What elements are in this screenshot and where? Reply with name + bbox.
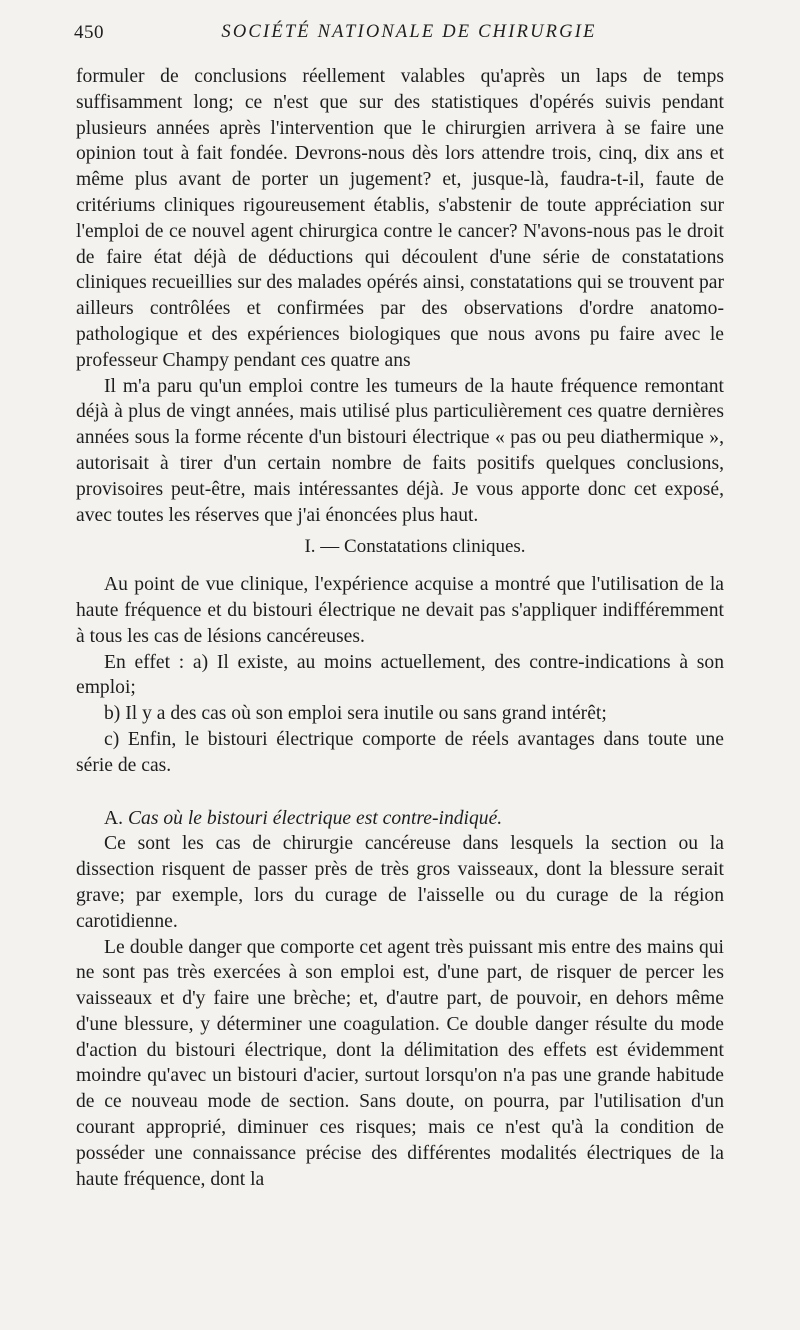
paragraph: Au point de vue clinique, l'expérience acquise a montré que l'utilisation de la haute fréquence et du bistouri électrique ne devait pas s'appliquer indifféremment à tous les cas de lésions cancéreuses.	[76, 574, 724, 647]
paragraph: formuler de conclusions réellement valables qu'après un laps de temps suffisamment long; ce n'est que sur des statistiques d'opérés suivis pendant plusieurs années après l'intervention que le chirurgien arrivera à se faire une opinion tout à fait fondée. Devrons-nous dès lors attendre trois, cinq, dix ans et même plus avant de porter un jugement? et, jusque-là, faudra-t-il, faute de critériums cliniques rigoureusement établis, s'abstenir de toute appréciation sur l'emploi de ce nouvel agent chirurgica contre le cancer? N'avons-nous pas le droit de faire état déjà de déductions qui découlent d'une série de constatations cliniques recueillies sur des malades opérés ainsi, constatations qui se trouvent par ailleurs contrôlées et confirmées par des observations d'ordre anatomo-pathologique et des expériences biologiques que nous avons pu faire avec le professeur Champy pendant ces quatre ans	[76, 66, 724, 371]
paragraph: c) Enfin, le bistouri électrique comporte de réels avantages dans toute une série de cas.	[76, 728, 724, 776]
subsection-title: Cas où le bistouri électrique est contre-indiqué.	[127, 807, 503, 829]
paragraph: Le double danger que comporte cet agent très puissant mis entre des mains qui ne sont pas très exercées à son emploi est, d'une part, de risquer de percer les vaisseaux et d'y faire une brèche; et, d'autre part, de pouvoir, en dehors même d'une blessure, y déterminer une coagulation. Ce double danger résulte du mode d'action du bistouri électrique, dont la délimitation des effets est évidemment moindre qu'avec un bistouri d'acier, surtout lorsqu'on n'a pas une grande habitude de ce nouveau mode de section. Sans doute, on pourra, par l'utilisation d'un courant approprié, diminuer ces risques; mais ce n'est qu'à la condition de posséder une connaissance précise des différentes modalités électriques de la haute fréquence, dont la	[76, 936, 724, 1190]
section-heading: I. — Constatations cliniques.	[304, 536, 526, 558]
subsection-heading	[76, 806, 724, 832]
running-title: SOCIÉTÉ NATIONALE DE CHIRURGIE	[221, 22, 597, 42]
page-header	[74, 22, 724, 48]
body-text	[76, 64, 724, 1192]
paragraph: Ce sont les cas de chirurgie cancéreuse dans lesquels la section ou la dissection risquent de passer près de très gros vaisseaux, dont la blessure serait grave; par exemple, lors du curage de l'aisselle ou du curage de la région carotidienne.	[76, 833, 724, 932]
paragraph: Il m'a paru qu'un emploi contre les tumeurs de la haute fréquence remontant déjà à plus de vingt années, mais utilisé plus particulièrement ces quatre dernières années sous la forme récente d'un bistouri électrique « pas ou peu diathermique », autorisait à tirer d'un certain nombre de faits positifs quelques conclusions, provisoires peut-être, mais intéressantes déjà. Je vous apporte donc cet exposé, avec toutes les réserves que j'ai énoncées plus haut.	[76, 375, 724, 526]
paragraph: b) Il y a des cas où son emploi sera inutile ou sans grand intérêt;	[104, 703, 607, 725]
page-number: 450	[74, 22, 104, 43]
subsection-label: A.	[104, 807, 124, 829]
paragraph: En effet : a) Il existe, au moins actuellement, des contre-indications à son emploi;	[76, 651, 724, 699]
